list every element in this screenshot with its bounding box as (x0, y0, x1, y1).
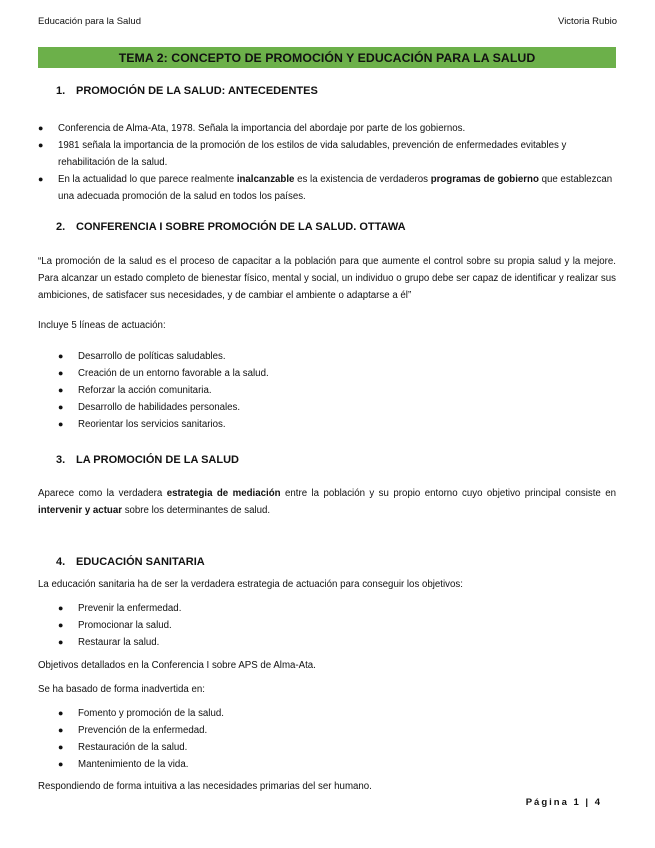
page-title: TEMA 2: CONCEPTO DE PROMOCIÓN Y EDUCACIÓN PARA LA SALUD (38, 47, 616, 68)
actuacion-intro: Incluye 5 líneas de actuación: (38, 320, 166, 331)
promocion-paragraph: Aparece como la verdadera estrategia de mediación entre la población y su propio entorno cuyo objetivo principal consiste en intervenir y actuar sobre los determinantes de salud. (38, 488, 617, 516)
list-item: ● Restaurar la salud. (38, 634, 616, 651)
section-title: LA PROMOCIÓN DE LA SALUD (76, 454, 239, 466)
antecedentes-list (38, 120, 616, 205)
running-header-left: Educación para la Salud (38, 16, 141, 27)
bullet-icon: ● (58, 620, 64, 630)
section-title: PROMOCIÓN DE LA SALUD: ANTECEDENTES (76, 85, 318, 97)
bullet-icon: ● (58, 419, 64, 429)
list-item: ● Conferencia de Alma-Ata, 1978. Señala la importancia del abordaje por parte de los gobiernos. (38, 120, 616, 137)
bullet-icon: ● (58, 368, 64, 378)
bullet-icon: ● (58, 708, 64, 718)
list-item: ● Prevención de la enfermedad. (38, 722, 616, 739)
bullet-icon: ● (58, 351, 64, 361)
section-3-heading (56, 454, 239, 466)
section-1-heading (56, 85, 318, 97)
closing-paragraph: Respondiendo de forma intuitiva a las necesidades primarias del ser humano. (38, 781, 372, 792)
section-number: 2. (56, 221, 66, 233)
inadvertida-intro: Se ha basado de forma inadvertida en: (38, 684, 205, 695)
list-item: ● Desarrollo de habilidades personales. (38, 399, 616, 416)
ottawa-quote: “La promoción de la salud es el proceso de capacitar a la población para que aumente el control sobre su propia salud y la mejore. Para alcanzar un estado completo de bienestar físico, mental y social, un individuo o grupo debe ser capaz de identificar y realizar sus ambiciones, de satisfacer sus necesidades, y de cambiar el ambiente o adaptarse a él” (38, 256, 616, 301)
list-item: ● Promocionar la salud. (38, 617, 616, 634)
bullet-icon: ● (58, 385, 64, 395)
list-item: ● En la actualidad lo que parece realmente inalcanzable es la existencia de verdaderos programas de gobierno que establezcan una adecuada promoción de la salud en todos los países. (38, 171, 616, 205)
objetivos-list (38, 600, 616, 651)
list-item: ● Reforzar la acción comunitaria. (38, 382, 616, 399)
bullet-icon: ● (58, 402, 64, 412)
bullet-icon: ● (38, 123, 44, 133)
list-item: ● Desarrollo de políticas saludables. (38, 348, 616, 365)
list-item: ● Creación de un entorno favorable a la salud. (38, 365, 616, 382)
bullet-icon: ● (58, 637, 64, 647)
objetivos-note: Objetivos detallados en la Conferencia I sobre APS de Alma-Ata. (38, 660, 316, 671)
section-number: 3. (56, 454, 66, 466)
section-number: 4. (56, 556, 66, 568)
section-number: 1. (56, 85, 66, 97)
educacion-intro: La educación sanitaria ha de ser la verdadera estrategia de actuación para conseguir los objetivos: (38, 579, 463, 590)
section-4-heading (56, 556, 205, 568)
list-item: ● 1981 señala la importancia de la promoción de los estilos de vida saludables, prevención de enfermedades evitables y rehabilitación de la salud. (38, 137, 616, 171)
bullet-icon: ● (58, 725, 64, 735)
bullet-icon: ● (38, 174, 44, 184)
list-item: ● Reorientar los servicios sanitarios. (38, 416, 616, 433)
bullet-icon: ● (58, 603, 64, 613)
page-number: Página 1 | 4 (525, 797, 602, 808)
actuacion-list (38, 348, 616, 433)
bullet-icon: ● (38, 140, 44, 150)
bullet-icon: ● (58, 742, 64, 752)
basado-list (38, 705, 616, 773)
running-header-right: Victoria Rubio (558, 16, 617, 27)
bullet-icon: ● (58, 759, 64, 769)
list-item: ● Fomento y promoción de la salud. (38, 705, 616, 722)
list-item: ● Mantenimiento de la vida. (38, 756, 616, 773)
section-title: CONFERENCIA I SOBRE PROMOCIÓN DE LA SALUD. OTTAWA (76, 221, 406, 233)
list-item: ● Restauración de la salud. (38, 739, 616, 756)
section-title: EDUCACIÓN SANITARIA (76, 556, 205, 568)
section-2-heading (56, 221, 406, 233)
list-item: ● Prevenir la enfermedad. (38, 600, 616, 617)
